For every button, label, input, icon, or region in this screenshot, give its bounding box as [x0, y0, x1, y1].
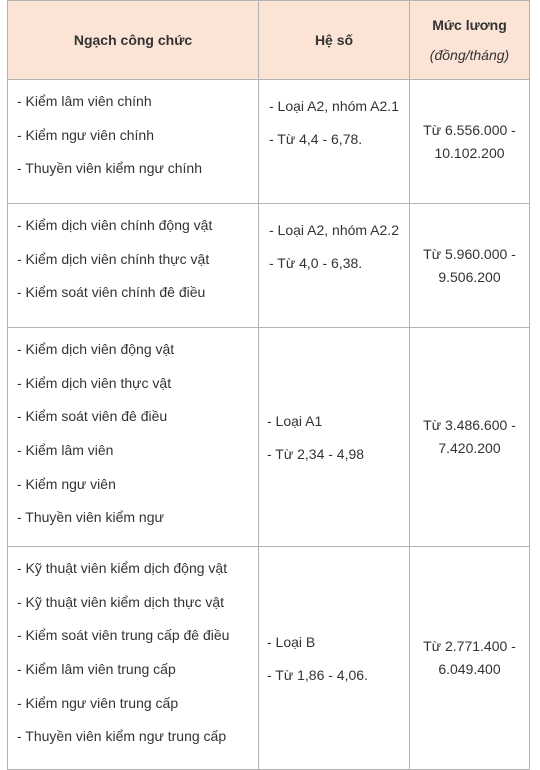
rank-item: - Kiểm dịch viên thực vật: [17, 374, 172, 391]
salary-cell: Từ 5.960.000 - 9.506.200: [410, 204, 530, 328]
table-row: [8, 80, 530, 204]
coefficient-cell: [259, 204, 410, 328]
table-row: [8, 204, 530, 328]
rank-list-cell: [8, 547, 259, 770]
header-salary-label: Mức lương: [432, 17, 507, 33]
rank-item: - Kiểm dịch viên chính động vật: [17, 217, 213, 233]
header-salary-unit: (đồng/tháng): [429, 47, 510, 63]
salary-cell: Từ 3.486.600 - 7.420.200: [410, 328, 530, 547]
coefficient-range: - Từ 1,86 - 4,06.: [267, 666, 368, 683]
rank-item: - Kiểm lâm viên chính: [17, 93, 152, 109]
salary-cell: Từ 2.771.400 - 6.049.400: [410, 547, 530, 770]
coefficient-range: - Từ 4,4 - 6,78.: [269, 131, 363, 147]
rank-item: - Kỹ thuật viên kiểm dịch động vật: [17, 560, 228, 576]
rank-item: - Kiểm soát viên đê điều: [17, 408, 168, 425]
rank-item: - Kiểm lâm viên trung cấp: [17, 661, 176, 678]
coefficient-type: - Loại B: [267, 633, 316, 650]
coefficient-range: - Từ 4,0 - 6,38.: [269, 255, 363, 271]
rank-item: - Kỹ thuật viên kiểm dịch thực vật: [17, 593, 225, 610]
coefficient-type: - Loại A1: [267, 412, 323, 429]
rank-item: - Kiểm ngư viên: [17, 475, 116, 492]
rank-item: - Kiểm ngư viên trung cấp: [17, 694, 179, 711]
header-rank: Ngạch công chức: [8, 1, 259, 80]
rank-item: - Kiểm soát viên trung cấp đê điều: [17, 627, 230, 644]
rank-item: - Thuyền viên kiểm ngư trung cấp: [17, 728, 227, 745]
rank-item: - Thuyền viên kiểm ngư: [17, 509, 164, 526]
salary-cell: Từ 6.556.000 - 10.102.200: [410, 80, 530, 204]
rank-list-cell: [8, 328, 259, 547]
table-row: [8, 547, 530, 770]
rank-item: - Kiểm lâm viên: [17, 442, 114, 459]
coefficient-type: - Loại A2, nhóm A2.1: [269, 98, 399, 114]
rank-item: - Kiểm soát viên chính đê điều: [17, 284, 206, 301]
coefficient-cell: [259, 80, 410, 204]
rank-list-cell: [8, 80, 259, 204]
rank-item: - Kiểm dịch viên động vật: [17, 341, 175, 357]
rank-list-cell: [8, 204, 259, 328]
rank-item: - Thuyền viên kiểm ngư chính: [17, 160, 202, 177]
table-row: [8, 328, 530, 547]
header-salary: [410, 1, 530, 80]
coefficient-cell: [259, 328, 410, 547]
header-coefficient: Hệ số: [259, 1, 410, 80]
salary-table: [7, 0, 530, 770]
table-header-row: [8, 1, 530, 80]
rank-item: - Kiểm ngư viên chính: [17, 126, 154, 143]
coefficient-cell: [259, 547, 410, 770]
rank-item: - Kiểm dịch viên chính thực vật: [17, 250, 210, 267]
coefficient-type: - Loại A2, nhóm A2.2: [269, 222, 399, 238]
coefficient-range: - Từ 2,34 - 4,98: [267, 445, 365, 462]
